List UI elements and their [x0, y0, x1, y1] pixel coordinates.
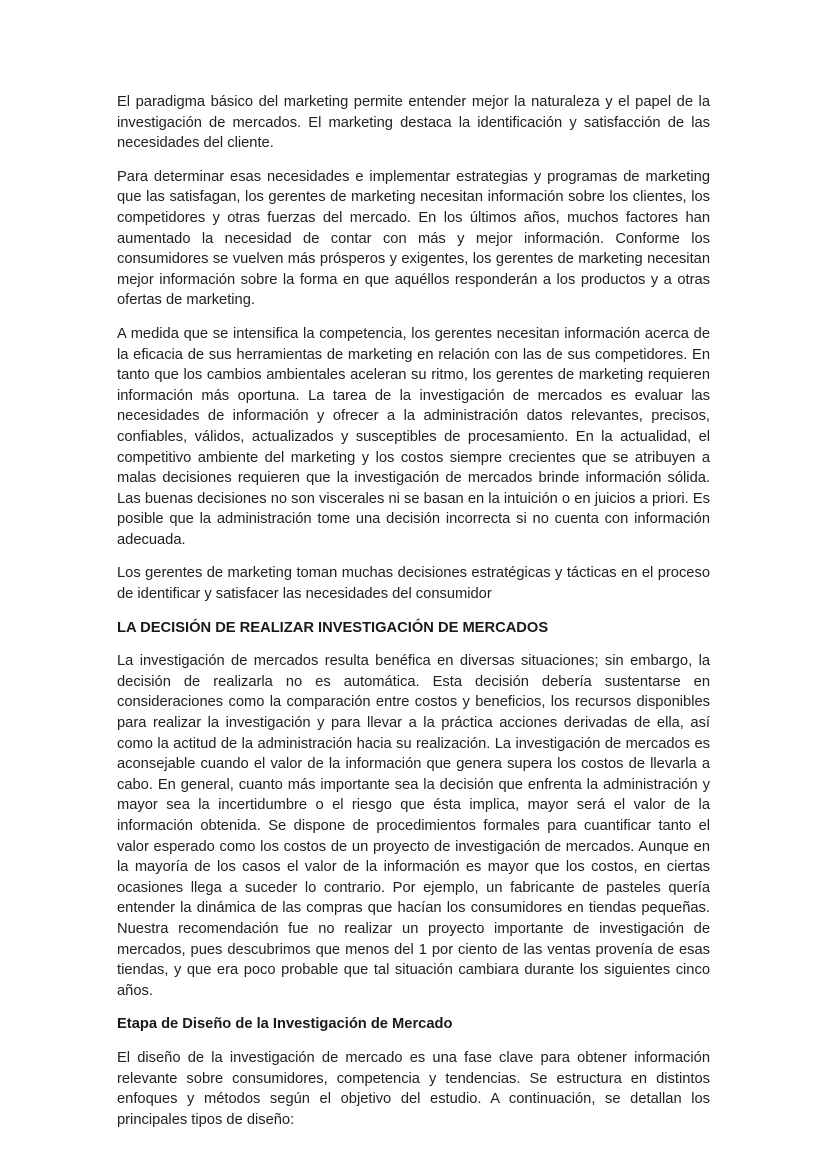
paragraph: Los gerentes de marketing toman muchas decisiones estratégicas y tácticas en el proceso de identificar y satisfacer las necesidades del consumidor: [117, 565, 710, 603]
section-heading: Etapa de Diseño de la Investigación de Mercado: [117, 1016, 453, 1033]
section-heading: LA DECISIÓN DE REALIZAR INVESTIGACIÓN DE MERCADOS: [117, 619, 549, 636]
paragraph: A medida que se intensifica la competencia, los gerentes necesitan información acerca de la eficacia de sus herramientas de marketing en relación con las de sus competidores. En tanto que los cambios ambientales aceleran su ritmo, los gerentes de marketing requieren información más oportuna. La tarea de la investigación de mercados es evaluar las necesidades de información y ofrecer a la administración datos relevantes, precisos, confiables, válidos, actualizados y susceptibles de procesamiento. En la actualidad, el competitivo ambiente del marketing y los costos siempre crecientes que se atribuyen a malas decisiones requieren que la investigación de mercados brinde información sólida. Las buenas decisiones no son viscerales ni se basan en la intuición o en juicios a priori. Es posible que la administración tome una decisión incorrecta si no cuenta con información adecuada.: [117, 325, 710, 548]
paragraph: Para determinar esas necesidades e implementar estrategias y programas de marketing que las satisfagan, los gerentes de marketing necesitan información sobre los clientes, los competidores y otras fuerzas del mercado. En los últimos años, muchos factores han aumentado la necesidad de contar con más y mejor información. Conforme los consumidores se vuelven más prósperos y exigentes, los gerentes de marketing necesitan mejor información sobre la forma en que aquéllos responderán a los productos y a otras ofertas de marketing.: [117, 168, 710, 309]
paragraph: El paradigma básico del marketing permite entender mejor la naturaleza y el papel de la investigación de mercados. El marketing destaca la identificación y satisfacción de las necesidades del cliente.: [117, 94, 710, 152]
document-content: [117, 92, 710, 1130]
paragraph: La investigación de mercados resulta benéfica en diversas situaciones; sin embargo, la decisión de realizarla no es automática. Esta decisión debería sustentarse en consideraciones como la comparación entre costos y beneficios, los recursos disponibles para realizar la investigación y para llevar a la práctica acciones derivadas de ella, así como la actitud de la administración hacia su realización. La investigación de mercados es aconsejable cuando el valor de la información que genera supera los costos de llevarla a cabo. En general, cuanto más importante sea la decisión que enfrenta la administración y mayor sea la incertidumbre o el riesgo que ésta implica, mayor será el valor de la información obtenida. Se dispone de procedimientos formales para cuantificar tanto el valor esperado como los costos de un proyecto de investigación de mercados. Aunque en la mayoría de los casos el valor de la información es mayor que los costos, en ciertas ocasiones llega a suceder lo contrario. Por ejemplo, un fabricante de pasteles quería entender la dinámica de las compras que hacían los consumidores en tiendas pequeñas. Nuestra recomendación fue no realizar un proyecto importante de investigación de mercados, pues descubrimos que menos del 1 por ciento de las ventas provenía de esas tiendas, y que era poco probable que tal situación cambiara durante los siguientes cinco años.: [117, 653, 710, 999]
paragraph: El diseño de la investigación de mercado es una fase clave para obtener información relevante sobre consumidores, competencia y tendencias. Se estructura en distintos enfoques y métodos según el objetivo del estudio. A continuación, se detallan los principales tipos de diseño:: [117, 1049, 710, 1128]
